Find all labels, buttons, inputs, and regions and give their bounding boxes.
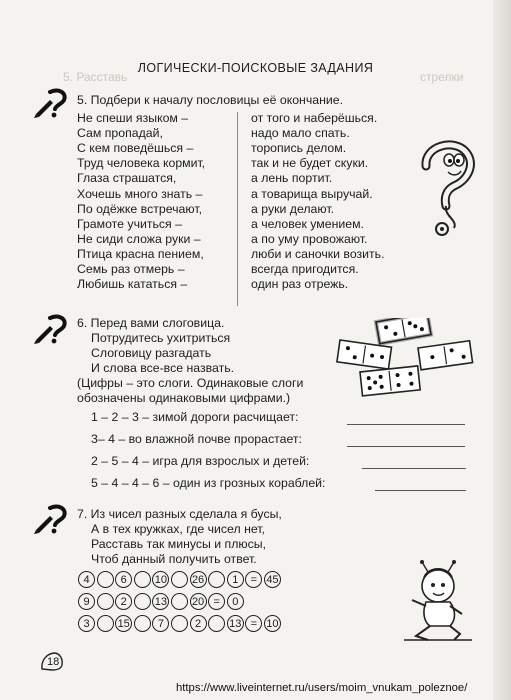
proverb-ending: всегда пригодится. bbox=[251, 262, 359, 276]
proverb-beginning: Семь раз отмерь – bbox=[77, 262, 185, 276]
proverb-ending: торопись делом. bbox=[251, 141, 347, 156]
proverb-beginning: Не сиди сложа руки – bbox=[77, 231, 201, 246]
clue-line: 3– 4 – во влажной почве прорастает: bbox=[91, 432, 302, 446]
equals-bead: = bbox=[208, 593, 225, 610]
proverb-beginning: С кем поведёшься – bbox=[77, 141, 194, 156]
proverb-ending: а человек умением. bbox=[251, 216, 364, 231]
proverb-beginning: По одёжке встречают, bbox=[77, 201, 203, 216]
task6-note-line: (Цифры – это слоги. Одинаковые слоги bbox=[77, 376, 304, 390]
empty-bead[interactable] bbox=[171, 593, 188, 610]
proverb-beginning: Не спеши языком – bbox=[77, 111, 189, 125]
task7-heading: 7. Из чисел разных сделала я бусы, bbox=[77, 507, 282, 521]
number-bead: 0 bbox=[227, 593, 244, 610]
number-bead: 9 bbox=[78, 593, 95, 610]
proverb-beginning: Хочешь много знать – bbox=[77, 186, 203, 201]
equals-bead: = bbox=[245, 571, 262, 588]
empty-bead[interactable] bbox=[171, 571, 188, 588]
empty-bead[interactable] bbox=[134, 615, 151, 632]
task7-poem-line: Чтоб данный получить ответ. bbox=[91, 552, 257, 566]
number-bead: 13 bbox=[227, 615, 244, 632]
pencil-question-icon bbox=[34, 504, 70, 534]
clue-line: 2 – 5 – 4 – игра для взрослых и детей: bbox=[91, 454, 310, 468]
number-bead: 10 bbox=[264, 615, 281, 632]
number-bead: 26 bbox=[190, 571, 207, 588]
clue-line: 5 – 4 – 4 – 6 – один из грозных кораблей: bbox=[91, 476, 326, 490]
task6-poem-line: Потрудитесь ухитриться bbox=[91, 331, 231, 345]
proverb-ending: люби и саночки возить. bbox=[251, 246, 385, 261]
empty-bead[interactable] bbox=[97, 615, 114, 632]
proverb-ending: один раз отрежь. bbox=[251, 277, 349, 292]
proverb-beginning: Труд человека кормит, bbox=[77, 156, 206, 171]
dominoes-illustration bbox=[336, 318, 478, 406]
number-bead: 2 bbox=[115, 593, 132, 610]
bead-row bbox=[78, 570, 283, 589]
answer-blank[interactable] bbox=[375, 490, 466, 491]
proverb-ending: а лень портит. bbox=[251, 171, 333, 186]
bleed-through-mark: 5. Расставь bbox=[63, 70, 128, 84]
number-bead: 6 bbox=[115, 571, 132, 588]
number-bead: 4 bbox=[78, 571, 95, 588]
empty-bead[interactable] bbox=[97, 593, 114, 610]
question-mark-character-illustration bbox=[414, 136, 480, 246]
bead-puzzle bbox=[78, 570, 283, 636]
proverb-ending: надо мало спать. bbox=[251, 126, 350, 141]
empty-bead[interactable] bbox=[208, 571, 225, 588]
task6-note-line: обозначены одинаковыми цифрами.) bbox=[77, 391, 291, 405]
page-number: 18 bbox=[47, 656, 60, 668]
child-illustration bbox=[402, 560, 474, 642]
number-bead: 15 bbox=[115, 615, 132, 632]
number-bead: 10 bbox=[152, 571, 169, 588]
bead-row bbox=[78, 592, 283, 611]
proverb-beginning: Птица красна пением, bbox=[77, 246, 204, 261]
proverb-beginning: Глаза страшатся, bbox=[77, 171, 177, 186]
bead-row bbox=[78, 614, 283, 633]
empty-bead[interactable] bbox=[208, 615, 225, 632]
number-bead: 45 bbox=[264, 571, 281, 588]
number-bead: 2 bbox=[190, 615, 207, 632]
empty-bead[interactable] bbox=[97, 571, 114, 588]
task6-heading: 6. Перед вами слоговица. bbox=[77, 316, 225, 330]
equals-bead: = bbox=[245, 615, 262, 632]
proverb-ending: а по уму провожают. bbox=[251, 231, 368, 246]
footer-url: https://www.liveinternet.ru/users/moim_vnukam_poleznoe/ bbox=[176, 682, 468, 694]
task6-poem-line: Слоговицу разгадать bbox=[91, 346, 212, 360]
number-bead: 3 bbox=[78, 615, 95, 632]
answer-blank[interactable] bbox=[347, 446, 465, 447]
proverb-beginning: Грамоте учиться – bbox=[77, 216, 182, 231]
task6-poem-line: И слова все-все назвать. bbox=[91, 361, 235, 375]
number-bead: 13 bbox=[152, 593, 169, 610]
task7-poem-line: Расставь так минусы и плюсы, bbox=[91, 537, 267, 551]
pencil-question-icon bbox=[34, 314, 70, 344]
answer-blank[interactable] bbox=[362, 468, 466, 469]
number-bead: 1 bbox=[227, 571, 244, 588]
number-bead: 20 bbox=[190, 593, 207, 610]
bleed-through-mark: стрелки bbox=[420, 70, 464, 84]
column-divider bbox=[237, 112, 238, 306]
task5-heading: 5. Подбери к началу пословицы её окончание. bbox=[77, 93, 344, 107]
proverb-ending: так и не будет скуки. bbox=[251, 156, 369, 171]
proverb-beginning: Сам пропадай, bbox=[77, 126, 163, 141]
number-bead: 7 bbox=[152, 615, 169, 632]
empty-bead[interactable] bbox=[171, 615, 188, 632]
empty-bead[interactable] bbox=[134, 571, 151, 588]
page-title: ЛОГИЧЕСКИ-ПОИСКОВЫЕ ЗАДАНИЯ bbox=[137, 61, 374, 75]
clue-line: 1 – 2 – 3 – зимой дороги расчищает: bbox=[91, 410, 299, 424]
proverb-ending: от того и наберёшься. bbox=[251, 111, 378, 125]
proverb-beginning: Любишь кататься – bbox=[77, 277, 188, 292]
empty-bead[interactable] bbox=[134, 593, 151, 610]
page-edge-shadow bbox=[493, 0, 511, 700]
proverb-ending: а товарища выручай. bbox=[251, 186, 373, 201]
answer-blank[interactable] bbox=[347, 424, 465, 425]
proverb-ending: а руки делают. bbox=[251, 201, 335, 216]
pencil-question-icon bbox=[34, 88, 70, 118]
task7-poem-line: А в тех кружках, где чисел нет, bbox=[91, 522, 265, 536]
